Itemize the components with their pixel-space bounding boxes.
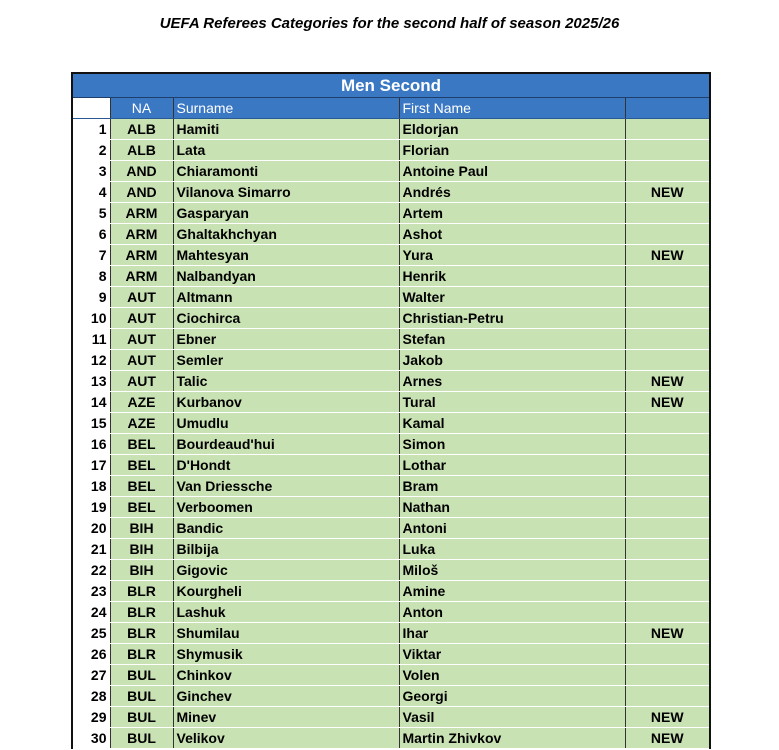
- table-row: [73, 392, 709, 413]
- first-name-cell: Amine: [399, 581, 625, 602]
- surname-cell: Van Driessche: [173, 476, 399, 497]
- first-name-cell: Florian: [399, 140, 625, 161]
- row-number: 12: [73, 350, 110, 371]
- nation-code: BEL: [110, 476, 173, 497]
- nation-code: AZE: [110, 413, 173, 434]
- table-row: [73, 560, 709, 581]
- table-row: [73, 245, 709, 266]
- nation-code: AUT: [110, 329, 173, 350]
- surname-cell: Lata: [173, 140, 399, 161]
- row-number: 24: [73, 602, 110, 623]
- nation-code: ALB: [110, 140, 173, 161]
- nation-code: AZE: [110, 392, 173, 413]
- row-number: 14: [73, 392, 110, 413]
- status-badge: [625, 140, 709, 161]
- nation-code: BEL: [110, 434, 173, 455]
- table-row: [73, 308, 709, 329]
- row-number: 11: [73, 329, 110, 350]
- surname-cell: Hamiti: [173, 119, 399, 140]
- nation-code: AND: [110, 161, 173, 182]
- nation-code: BUL: [110, 707, 173, 728]
- first-name-cell: Christian-Petru: [399, 308, 625, 329]
- status-badge: [625, 266, 709, 287]
- first-name-cell: Simon: [399, 434, 625, 455]
- surname-cell: D'Hondt: [173, 455, 399, 476]
- table-row: [73, 287, 709, 308]
- first-name-cell: Andrés: [399, 182, 625, 203]
- surname-cell: Shymusik: [173, 644, 399, 665]
- table-row: [73, 518, 709, 539]
- nation-code: AUT: [110, 371, 173, 392]
- row-number: 13: [73, 371, 110, 392]
- row-number: 17: [73, 455, 110, 476]
- status-badge: [625, 665, 709, 686]
- surname-cell: Lashuk: [173, 602, 399, 623]
- surname-cell: Bandic: [173, 518, 399, 539]
- first-name-cell: Martin Zhivkov: [399, 728, 625, 749]
- table-row: [73, 602, 709, 623]
- row-number: 26: [73, 644, 110, 665]
- first-name-cell: Antoine Paul: [399, 161, 625, 182]
- row-number: 18: [73, 476, 110, 497]
- row-number: 3: [73, 161, 110, 182]
- status-badge: [625, 119, 709, 140]
- table-row: [73, 161, 709, 182]
- row-number: 27: [73, 665, 110, 686]
- surname-cell: Kurbanov: [173, 392, 399, 413]
- table-row: [73, 119, 709, 140]
- row-number: 16: [73, 434, 110, 455]
- surname-cell: Chiaramonti: [173, 161, 399, 182]
- table-row: [73, 182, 709, 203]
- surname-cell: Umudlu: [173, 413, 399, 434]
- status-badge: [625, 539, 709, 560]
- first-name-cell: Vasil: [399, 707, 625, 728]
- nation-code: ARM: [110, 203, 173, 224]
- row-number: 21: [73, 539, 110, 560]
- row-number: 5: [73, 203, 110, 224]
- row-number: 28: [73, 686, 110, 707]
- status-badge: NEW: [625, 623, 709, 644]
- surname-cell: Mahtesyan: [173, 245, 399, 266]
- surname-cell: Velikov: [173, 728, 399, 749]
- status-badge: [625, 287, 709, 308]
- table-row: [73, 665, 709, 686]
- table-row: [73, 350, 709, 371]
- nation-code: ARM: [110, 266, 173, 287]
- nation-code: BUL: [110, 686, 173, 707]
- surname-cell: Ghaltakhchyan: [173, 224, 399, 245]
- status-badge: [625, 644, 709, 665]
- first-name-cell: Jakob: [399, 350, 625, 371]
- first-name-cell: Arnes: [399, 371, 625, 392]
- header-number: [73, 98, 110, 119]
- nation-code: BUL: [110, 728, 173, 749]
- status-badge: NEW: [625, 371, 709, 392]
- table-row: [73, 686, 709, 707]
- table-row: [73, 707, 709, 728]
- header-first-name: First Name: [399, 98, 625, 119]
- row-number: 22: [73, 560, 110, 581]
- status-badge: [625, 602, 709, 623]
- header-status: [625, 98, 709, 119]
- section-title: Men Second: [73, 74, 709, 98]
- table-row: [73, 413, 709, 434]
- nation-code: BEL: [110, 497, 173, 518]
- table-header-row: [73, 98, 709, 119]
- first-name-cell: Ihar: [399, 623, 625, 644]
- first-name-cell: Eldorjan: [399, 119, 625, 140]
- nation-code: ARM: [110, 224, 173, 245]
- row-number: 19: [73, 497, 110, 518]
- row-number: 25: [73, 623, 110, 644]
- first-name-cell: Luka: [399, 539, 625, 560]
- status-badge: NEW: [625, 245, 709, 266]
- status-badge: [625, 413, 709, 434]
- first-name-cell: Artem: [399, 203, 625, 224]
- first-name-cell: Viktar: [399, 644, 625, 665]
- first-name-cell: Henrik: [399, 266, 625, 287]
- first-name-cell: Anton: [399, 602, 625, 623]
- row-number: 30: [73, 728, 110, 749]
- status-badge: [625, 203, 709, 224]
- header-surname: Surname: [173, 98, 399, 119]
- row-number: 8: [73, 266, 110, 287]
- first-name-cell: Bram: [399, 476, 625, 497]
- status-badge: [625, 518, 709, 539]
- table-row: [73, 371, 709, 392]
- table-row: [73, 497, 709, 518]
- table-row: [73, 434, 709, 455]
- nation-code: AND: [110, 182, 173, 203]
- surname-cell: Gigovic: [173, 560, 399, 581]
- nation-code: BEL: [110, 455, 173, 476]
- table-row: [73, 329, 709, 350]
- row-number: 6: [73, 224, 110, 245]
- row-number: 9: [73, 287, 110, 308]
- nation-code: ALB: [110, 119, 173, 140]
- first-name-cell: Lothar: [399, 455, 625, 476]
- status-badge: [625, 329, 709, 350]
- table-row: [73, 224, 709, 245]
- status-badge: [625, 581, 709, 602]
- first-name-cell: Miloš: [399, 560, 625, 581]
- row-number: 7: [73, 245, 110, 266]
- row-number: 10: [73, 308, 110, 329]
- status-badge: [625, 497, 709, 518]
- status-badge: [625, 308, 709, 329]
- document-title: UEFA Referees Categories for the second half of season 2025/26: [159, 15, 620, 32]
- surname-cell: Bourdeaud'hui: [173, 434, 399, 455]
- surname-cell: Semler: [173, 350, 399, 371]
- table-row: [73, 728, 709, 749]
- surname-cell: Talic: [173, 371, 399, 392]
- table-row: [73, 476, 709, 497]
- table-row: [73, 644, 709, 665]
- first-name-cell: Walter: [399, 287, 625, 308]
- status-badge: [625, 560, 709, 581]
- row-number: 4: [73, 182, 110, 203]
- table-row: [73, 623, 709, 644]
- nation-code: BLR: [110, 623, 173, 644]
- first-name-cell: Stefan: [399, 329, 625, 350]
- nation-code: AUT: [110, 287, 173, 308]
- status-badge: [625, 476, 709, 497]
- row-number: 15: [73, 413, 110, 434]
- nation-code: AUT: [110, 350, 173, 371]
- surname-cell: Altmann: [173, 287, 399, 308]
- status-badge: NEW: [625, 707, 709, 728]
- nation-code: BLR: [110, 644, 173, 665]
- nation-code: BIH: [110, 539, 173, 560]
- surname-cell: Gasparyan: [173, 203, 399, 224]
- header-na: NA: [110, 98, 173, 119]
- status-badge: [625, 455, 709, 476]
- row-number: 23: [73, 581, 110, 602]
- nation-code: BUL: [110, 665, 173, 686]
- first-name-cell: Antoni: [399, 518, 625, 539]
- first-name-cell: Tural: [399, 392, 625, 413]
- first-name-cell: Georgi: [399, 686, 625, 707]
- row-number: 29: [73, 707, 110, 728]
- status-badge: [625, 224, 709, 245]
- surname-cell: Bilbija: [173, 539, 399, 560]
- table-row: [73, 455, 709, 476]
- nation-code: BLR: [110, 581, 173, 602]
- status-badge: [625, 686, 709, 707]
- row-number: 2: [73, 140, 110, 161]
- row-number: 20: [73, 518, 110, 539]
- table-row: [73, 203, 709, 224]
- status-badge: [625, 350, 709, 371]
- nation-code: AUT: [110, 308, 173, 329]
- surname-cell: Minev: [173, 707, 399, 728]
- nation-code: ARM: [110, 245, 173, 266]
- status-badge: NEW: [625, 392, 709, 413]
- first-name-cell: Ashot: [399, 224, 625, 245]
- row-number: 1: [73, 119, 110, 140]
- first-name-cell: Volen: [399, 665, 625, 686]
- surname-cell: Kourgheli: [173, 581, 399, 602]
- referee-sheet: [71, 72, 711, 749]
- status-badge: NEW: [625, 182, 709, 203]
- surname-cell: Nalbandyan: [173, 266, 399, 287]
- table-body: [73, 119, 709, 749]
- referee-table: [73, 98, 709, 749]
- status-badge: NEW: [625, 728, 709, 749]
- nation-code: BIH: [110, 518, 173, 539]
- table-row: [73, 266, 709, 287]
- first-name-cell: Kamal: [399, 413, 625, 434]
- first-name-cell: Nathan: [399, 497, 625, 518]
- surname-cell: Vilanova Simarro: [173, 182, 399, 203]
- table-row: [73, 140, 709, 161]
- surname-cell: Ebner: [173, 329, 399, 350]
- first-name-cell: Yura: [399, 245, 625, 266]
- surname-cell: Chinkov: [173, 665, 399, 686]
- table-row: [73, 581, 709, 602]
- surname-cell: Shumilau: [173, 623, 399, 644]
- status-badge: [625, 161, 709, 182]
- surname-cell: Verboomen: [173, 497, 399, 518]
- status-badge: [625, 434, 709, 455]
- surname-cell: Ginchev: [173, 686, 399, 707]
- table-row: [73, 539, 709, 560]
- surname-cell: Ciochirca: [173, 308, 399, 329]
- nation-code: BIH: [110, 560, 173, 581]
- nation-code: BLR: [110, 602, 173, 623]
